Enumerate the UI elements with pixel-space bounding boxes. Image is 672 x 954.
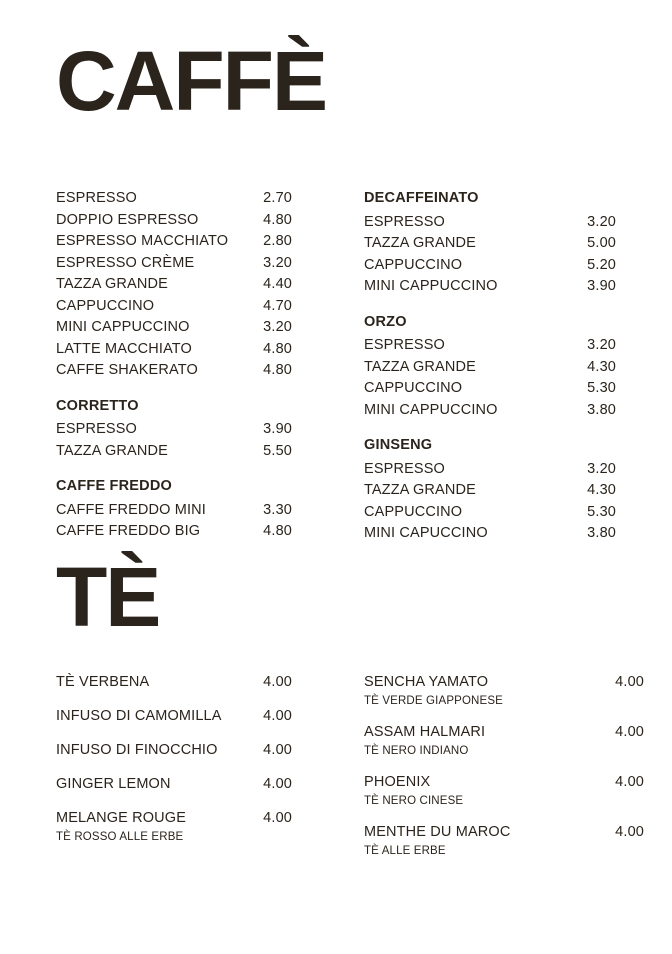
tea-item <box>56 808 336 845</box>
item-price: 5.20 <box>587 256 616 273</box>
item-price: 4.30 <box>587 358 616 375</box>
menu-row <box>56 360 336 382</box>
menu-row <box>56 274 336 296</box>
item-name: LATTE MACCHIATO <box>56 340 192 357</box>
tea-item <box>364 722 644 759</box>
tea-item <box>56 672 336 693</box>
item-price: 4.70 <box>263 297 292 314</box>
menu-row <box>364 255 616 277</box>
item-price: 4.00 <box>263 742 292 758</box>
menu-row <box>56 231 336 253</box>
coffee-column-right <box>336 188 616 545</box>
group-title: ORZO <box>364 313 407 330</box>
menu-row <box>56 419 336 441</box>
menu-group-caffe-freddo <box>56 476 336 543</box>
item-name: ESPRESSO <box>56 421 137 437</box>
item-price: 3.80 <box>587 525 616 541</box>
item-name: MINI CAPPUCCINO <box>364 401 498 418</box>
menu-row <box>364 523 616 545</box>
item-price: 4.00 <box>263 776 292 792</box>
item-subtitle: TÈ NERO CINESE <box>364 795 464 807</box>
item-price: 3.90 <box>263 421 292 437</box>
item-name: CAFFE SHAKERATO <box>56 362 198 378</box>
item-price: 4.30 <box>587 482 616 498</box>
item-price: 4.80 <box>263 211 292 228</box>
item-price: 4.00 <box>615 724 644 740</box>
coffee-section <box>0 188 672 545</box>
item-price: 3.20 <box>263 319 292 335</box>
menu-group-decaffeinato <box>364 188 616 298</box>
item-name: INFUSO DI CAMOMILLA <box>56 708 222 724</box>
group-title: DECAFFEINATO <box>364 190 479 206</box>
tea-item <box>56 706 336 727</box>
tea-item <box>364 822 644 859</box>
item-name: TÈ VERBENA <box>56 674 150 690</box>
item-name: MINI CAPPUCCINO <box>56 319 190 335</box>
item-name: CAPPUCCINO <box>56 297 155 314</box>
item-price: 4.80 <box>263 523 292 539</box>
tea-item <box>56 740 336 761</box>
section-title-caffe: CAFFÈ <box>56 34 326 128</box>
item-name: SENCHA YAMATO <box>364 674 489 690</box>
item-name: MENTHE DU MAROC <box>364 824 511 840</box>
item-name: ESPRESSO <box>56 190 137 206</box>
menu-row <box>364 233 616 255</box>
menu-row <box>364 335 616 357</box>
item-price: 4.80 <box>263 340 292 357</box>
menu-row <box>364 502 616 524</box>
item-price: 5.30 <box>587 503 616 520</box>
tea-item <box>364 672 644 709</box>
item-price: 4.00 <box>263 708 292 724</box>
item-name: ESPRESSO CRÈME <box>56 254 195 271</box>
item-price: 4.00 <box>263 810 292 826</box>
menu-row <box>364 378 616 400</box>
menu-row <box>56 500 336 522</box>
item-name: MELANGE ROUGE <box>56 810 187 826</box>
item-name: TAZZA GRANDE <box>56 276 168 292</box>
item-name: GINGER LEMON <box>56 776 171 792</box>
menu-row <box>56 441 336 463</box>
item-name: CAFFE FREDDO BIG <box>56 523 201 539</box>
group-title: GINSENG <box>364 437 433 453</box>
item-price: 3.90 <box>587 278 616 294</box>
item-name: TAZZA GRANDE <box>364 358 476 375</box>
item-subtitle: TÈ ALLE ERBE <box>364 845 446 857</box>
item-name: CAFFE FREDDO MINI <box>56 501 206 518</box>
item-price: 2.70 <box>263 190 292 206</box>
item-price: 4.00 <box>263 674 292 690</box>
item-name: CAPPUCCINO <box>364 380 463 396</box>
item-subtitle: TÈ VERDE GIAPPONESE <box>364 695 503 707</box>
menu-group-corretto <box>56 396 336 463</box>
item-name: TAZZA GRANDE <box>364 482 476 498</box>
menu-row <box>56 253 336 275</box>
item-price: 5.00 <box>587 235 616 251</box>
menu-row <box>56 339 336 361</box>
menu-row <box>56 296 336 318</box>
menu-row <box>364 357 616 379</box>
item-name: ESPRESSO <box>364 337 445 353</box>
item-price: 4.00 <box>615 674 644 690</box>
item-name: PHOENIX <box>364 774 431 790</box>
menu-row <box>364 459 616 481</box>
group-title: CORRETTO <box>56 397 139 414</box>
item-name: ESPRESSO <box>364 213 445 230</box>
item-subtitle: TÈ NERO INDIANO <box>364 745 469 757</box>
menu-row <box>56 188 336 210</box>
item-name: ESPRESSO <box>364 460 445 477</box>
tea-section <box>0 672 672 872</box>
item-price: 3.20 <box>587 213 616 230</box>
item-name: CAPPUCCINO <box>364 503 463 520</box>
item-price: 3.20 <box>587 460 616 477</box>
item-price: 4.00 <box>615 824 644 840</box>
item-name: ASSAM HALMARI <box>364 724 486 740</box>
item-price: 3.20 <box>263 254 292 271</box>
tea-item <box>56 774 336 795</box>
menu-row <box>56 210 336 232</box>
menu-row <box>364 212 616 234</box>
item-name: MINI CAPUCCINO <box>364 525 488 541</box>
coffee-column-left <box>56 188 336 545</box>
item-price: 4.00 <box>615 774 644 790</box>
item-price: 5.50 <box>263 442 292 459</box>
menu-row <box>56 317 336 339</box>
item-price: 4.80 <box>263 362 292 378</box>
item-name: ESPRESSO MACCHIATO <box>56 233 229 249</box>
tea-column-left <box>56 672 336 872</box>
menu-group-ginseng <box>364 435 616 545</box>
menu-row <box>364 480 616 502</box>
item-name: TAZZA GRANDE <box>56 442 168 459</box>
item-price: 5.30 <box>587 380 616 396</box>
menu-group <box>56 188 336 382</box>
item-price: 3.30 <box>263 501 292 518</box>
menu-row <box>364 276 616 298</box>
item-name: TAZZA GRANDE <box>364 235 476 251</box>
item-subtitle: TÈ ROSSO ALLE ERBE <box>56 831 184 843</box>
item-price: 4.40 <box>263 276 292 292</box>
item-name: INFUSO DI FINOCCHIO <box>56 742 218 758</box>
menu-row <box>56 521 336 543</box>
item-price: 3.20 <box>587 337 616 353</box>
section-title-te: TÈ <box>56 550 160 644</box>
group-title: CAFFE FREDDO <box>56 478 172 494</box>
menu-row <box>364 400 616 422</box>
menu-group-orzo <box>364 312 616 422</box>
item-price: 3.80 <box>587 401 616 418</box>
item-price: 2.80 <box>263 233 292 249</box>
tea-column-right <box>336 672 644 872</box>
item-name: MINI CAPPUCCINO <box>364 278 498 294</box>
tea-item <box>364 772 644 809</box>
item-name: DOPPIO ESPRESSO <box>56 211 199 228</box>
item-name: CAPPUCCINO <box>364 256 463 273</box>
